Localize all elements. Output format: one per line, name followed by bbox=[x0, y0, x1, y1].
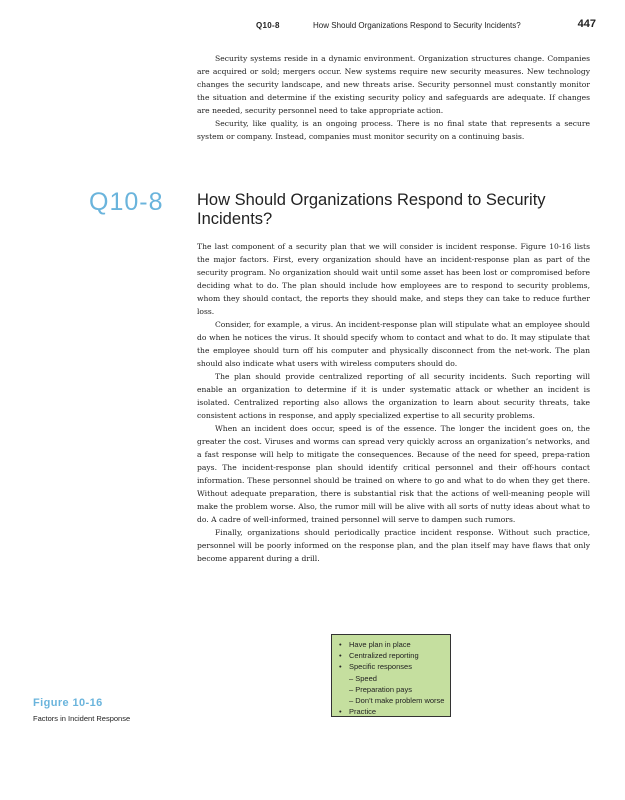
running-head-section: Q10-8 bbox=[256, 21, 280, 30]
intro-text bbox=[197, 52, 590, 143]
section-heading: How Should Organizations Respond to Security Incidents? bbox=[197, 191, 546, 228]
intro-paragraph: Security systems reside in a dynamic environment. Organization structures change. Companies are acquired or sold; mergers occur. New systems require new security measures. New technology changes the security landscape, and new threats arise. Security personnel must constantly monitor the situation and determine if the existing security policy and safeguards are adequate. If changes are needed, security personnel need to take appropriate action. bbox=[197, 54, 590, 115]
body-paragraph: Finally, organizations should periodically practice incident response. Without such practice, personnel will be poorly informed on the response plan, and the plan itself may have flaws that only become apparent during a drill. bbox=[197, 528, 590, 563]
section-body bbox=[197, 240, 590, 565]
body-paragraph: When an incident does occur, speed is of the essence. The longer the incident goes on, the greater the cost. Viruses and worms can spread very quickly across an organization’s networks, and a fast response will help to mitigate the consequences. Because of the need for speed, prepa-ration pays. The incident-response plan should identify critical personnel and their off-hours contact information. These personnel should be trained on where to go and what to do when they get there. Without adequate preparation, there is substantial risk that the actions of well-meaning people will make the problem worse. Also, the rumor mill will be alive with all sorts of nutty ideas about what to do. A cadre of well-informed, trained personnel will serve to dampen such rumors. bbox=[197, 424, 590, 524]
figure-list-item: • Have plan in place bbox=[338, 639, 446, 650]
figure-sub-item: – Speed bbox=[349, 673, 377, 683]
section-label: Q10-8 bbox=[89, 188, 164, 216]
figure-label: Figure 10-16 bbox=[33, 697, 103, 709]
body-paragraph: The plan should provide centralized reporting of all security incidents. Such reporting will enable an organization to determine if it is under systematic attack or whether an incident is isolated. Centralized reporting also allows the organization to learn about security threats, take consistent actions in response, and apply specialized expertise to all security problems. bbox=[197, 372, 590, 420]
figure-box bbox=[331, 634, 451, 717]
body-paragraph: The last component of a security plan that we will consider is incident response. Figure 10-16 lists the major factors. First, every organization should have an incident-response plan as part of the security program. No organization should wait until some asset has been lost or compromised before deciding what to do. The plan should include how employees are to respond to security problems, whom they should contact, the reports they should make, and steps they can take to reduce further loss. bbox=[197, 242, 590, 316]
running-head-title: How Should Organizations Respond to Security Incidents? bbox=[313, 21, 521, 30]
figure-sub-item: – Don’t make problem worse bbox=[349, 696, 445, 706]
figure-list-item: • Practice bbox=[338, 706, 446, 717]
figure-list-item: • Specific responses bbox=[338, 661, 446, 672]
figure-list bbox=[338, 639, 446, 717]
intro-paragraph: Security, like quality, is an ongoing process. There is no final state that represents a secure system or company. Instead, companies must monitor security on a continuing basis. bbox=[197, 119, 590, 141]
running-head bbox=[256, 18, 596, 34]
page-number: 447 bbox=[577, 18, 596, 30]
body-paragraph: Consider, for example, a virus. An incident-response plan will stipulate what an employee should do when he notices the virus. It should specify whom to contact and what to do. It may stipulate that the employee should turn off his computer and physically disconnect from the net-work. The plan should also indicate what users with wireless computers should do. bbox=[197, 320, 590, 368]
figure-caption: Factors in Incident Response bbox=[33, 714, 131, 723]
figure-list-item: • Centralized reporting bbox=[338, 650, 446, 661]
figure-sub-item: – Preparation pays bbox=[349, 684, 412, 694]
